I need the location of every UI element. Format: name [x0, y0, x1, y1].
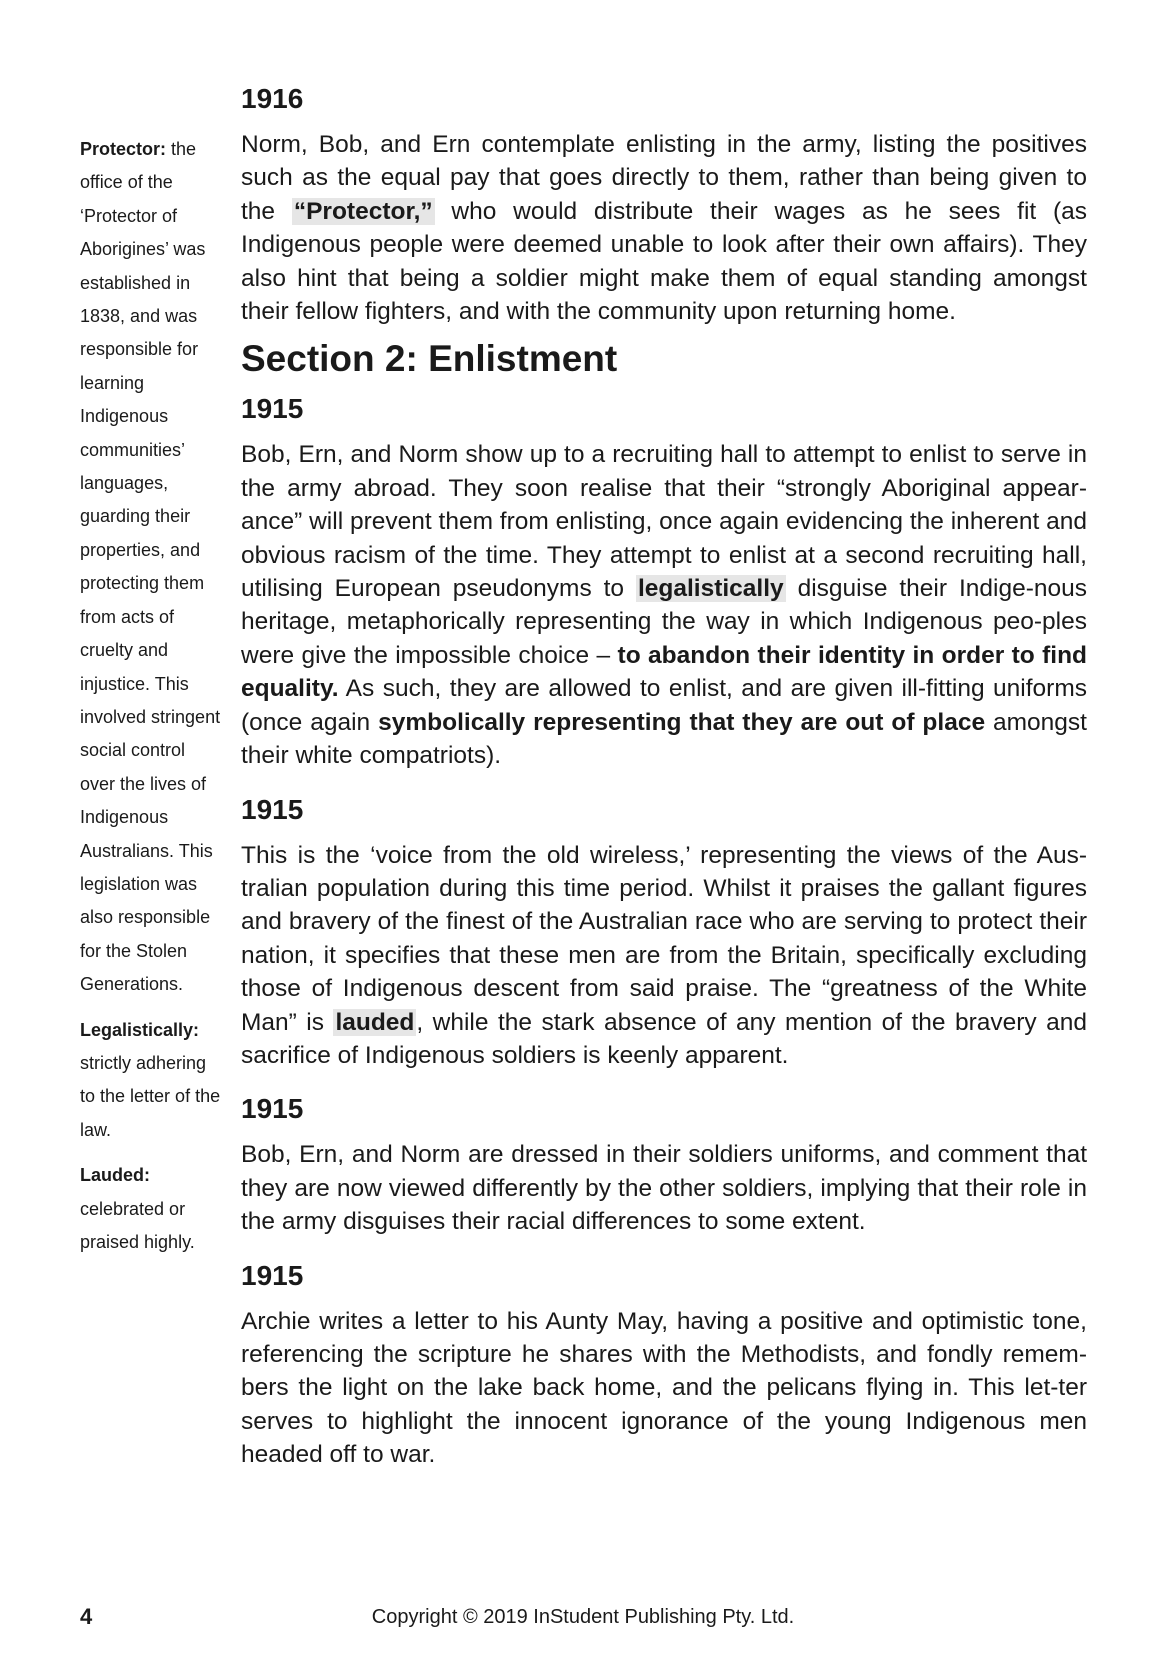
- glossary-term: Legalistically:: [80, 1019, 200, 1040]
- year-heading: 1915: [241, 793, 304, 825]
- entry-paragraph: Bob, Ern, and Norm are dressed in their soldiers uniforms, and comment that they are now viewed differently by the other soldiers, implying that their role in the army disguises their racial differences to some extent.: [241, 1141, 1087, 1236]
- glossary-entry-legalistically: [80, 1014, 225, 1148]
- text-run: who would distribute their wages as he sees fit (as Indigenous people were deemed unable to look after their own affairs). They also hint that being a soldier might make them of equal standing amongst their fellow fighters, and with the community upon returning home.: [241, 197, 1087, 326]
- text-run: amongst their white compatriots).: [241, 708, 1087, 770]
- text-run: , while the stark absence of any mention of the bravery and sacrifice of Indigenous soldiers is keenly apparent.: [241, 1008, 1087, 1069]
- glossary-sidebar: [80, 133, 225, 1271]
- year-heading: 1915: [241, 1259, 304, 1291]
- text-run: Norm, Bob, and Ern contemplate enlisting in the army, listing the positives such as the equal pay that goes directly to them, rather than being given to the: [241, 131, 1087, 225]
- year-heading: 1915: [241, 393, 304, 425]
- glossary-entry-protector: [80, 133, 225, 1002]
- glossary-entry-lauded: [80, 1159, 225, 1259]
- entry-paragraph: [241, 839, 1087, 1073]
- bold-phrase: symbolically representing that they are out of place: [378, 708, 986, 736]
- entry-paragraph: [241, 438, 1087, 772]
- entry-paragraph: Archie writes a letter to his Aunty May, having a positive and optimistic tone, referencing the scripture he shares with the Methodists, and fondly remem-bers the light on the lake back home, and the pelicans flying in. This let-ter serves to highlight the innocent ignorance of the young Indigenous men headed off to war.: [241, 1307, 1087, 1469]
- text-run: As such, they are allowed to enlist, and are given ill-fitting uniforms (once again: [241, 675, 1087, 736]
- year-heading: 1916: [241, 83, 304, 114]
- copyright-notice: Copyright © 2019 InStudent Publishing Pty. Ltd.: [371, 1606, 795, 1628]
- glossary-definition: the office of the ‘Protector of Aborigines’ was established in 1838, and was responsible for learning Indigenous communities’ languages, guarding their properties, and protecting them from acts of cruelty and injustice. This involved stringent social control over the lives of Indigenous Australians. This legislation was also responsible for the Stolen Generations.: [80, 139, 221, 995]
- glossary-term: Lauded:: [80, 1165, 150, 1186]
- main-content: [241, 78, 1087, 1472]
- text-run: This is the ‘voice from the old wireless,’ representing the views of the Aus-tralian population during this time period. Whilst it praises the gallant figures and bravery of the finest of the Australian race who are serving to protect their nation, it specifies that these men are from the Britain, specifically excluding those of Indigenous descent from said praise. The “greatness of the White Man” is: [241, 841, 1087, 1036]
- entry-paragraph: [241, 128, 1087, 328]
- page-number: 4: [80, 1604, 93, 1629]
- glossary-definition: celebrated or praised highly.: [80, 1198, 195, 1252]
- glossary-definition: strictly adhering to the letter of the law.: [80, 1052, 221, 1140]
- text-run: disguise their Indige-nous heritage, metaphorically representing the way in which Indigenous peo-ples were give the impossible choice –: [241, 575, 1087, 669]
- highlighted-term: legalistically: [637, 575, 784, 603]
- year-heading: 1915: [241, 1093, 304, 1125]
- section-title: Section 2: Enlistment: [241, 338, 618, 380]
- highlighted-term: “Protector,”: [293, 197, 433, 225]
- bold-phrase: to abandon their identity in order to find equality.: [241, 641, 1087, 703]
- highlighted-term: lauded: [335, 1008, 415, 1036]
- text-run: Bob, Ern, and Norm show up to a recruiting hall to attempt to enlist to serve in the army abroad. They soon realise that their “strongly Aboriginal appear-ance” will prevent them from enlisting, once again evidencing the inherent and obvious racism of the time. They attempt to enlist at a second recruiting hall, utilising European pseudonyms to: [241, 441, 1087, 603]
- glossary-term: Protector:: [80, 139, 167, 159]
